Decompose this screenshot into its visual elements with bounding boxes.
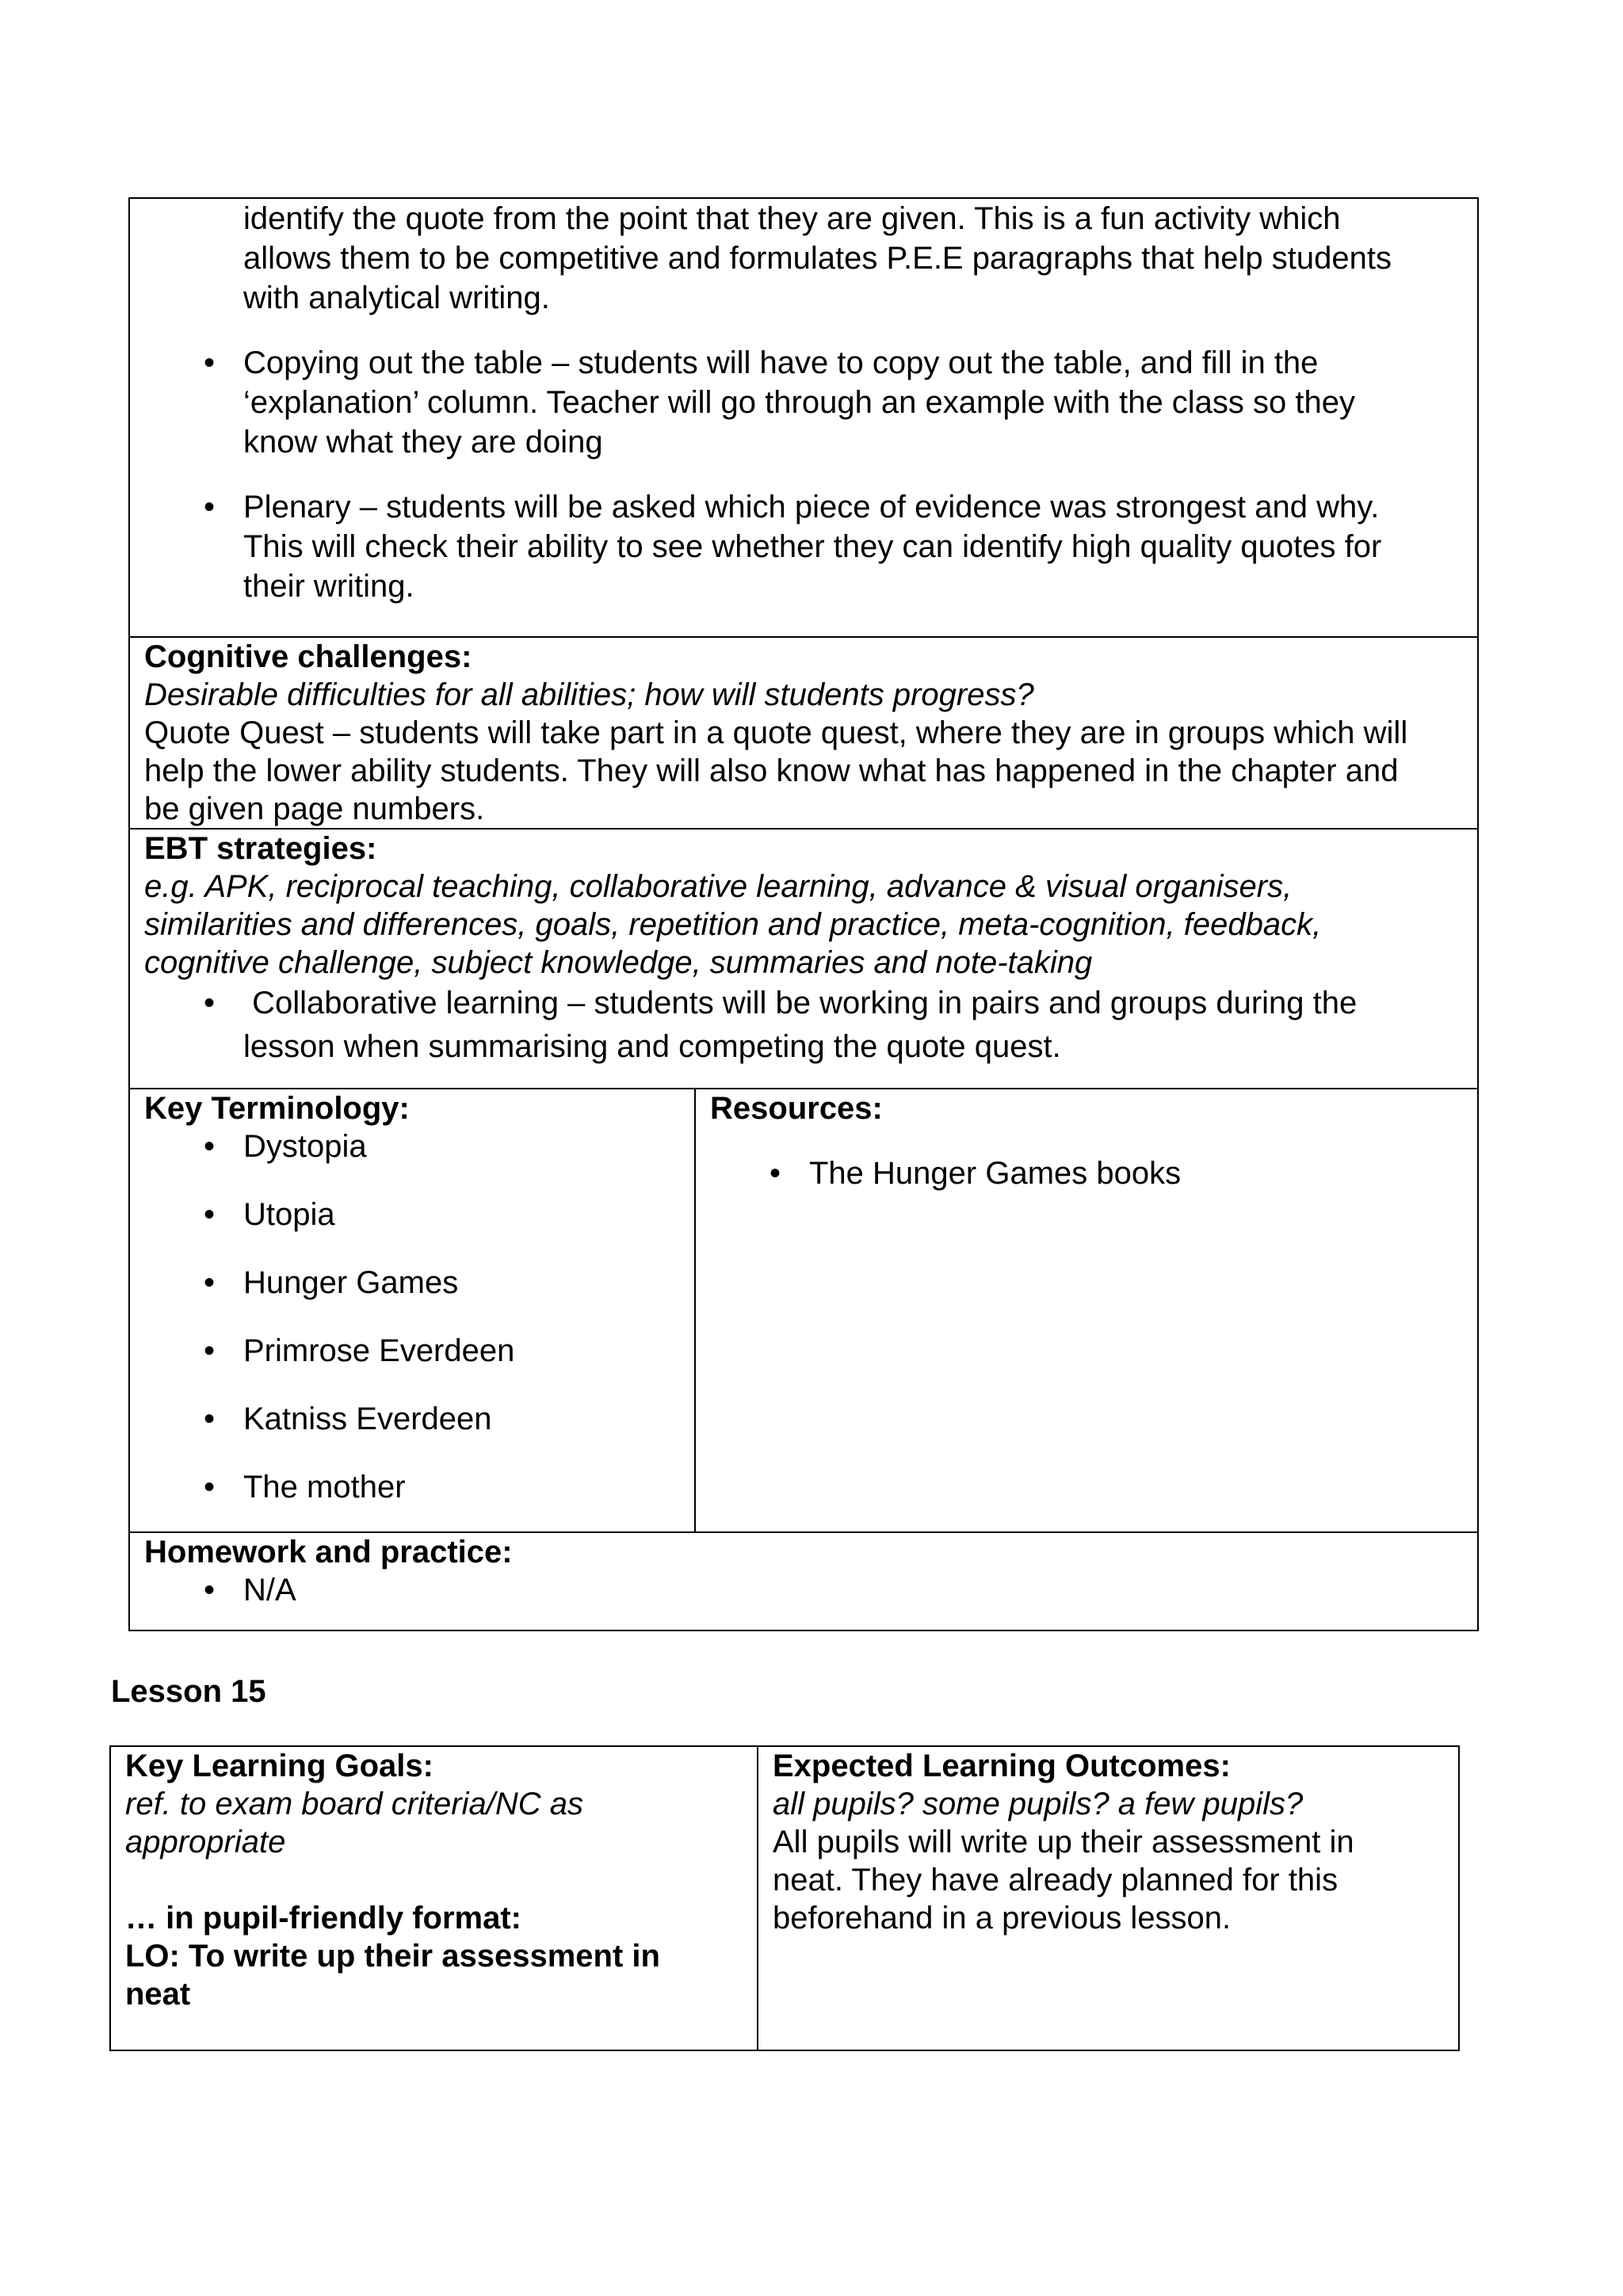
resources-heading: Resources: [710,1091,883,1126]
lesson-15-goals-table [109,1745,1460,2051]
expected-outcomes-text: All pupils will write up their assessment in neat. They have already planned for this beforehand in a previous lesson. [773,1825,1354,1936]
ebt-strategies-prompt: e.g. APK, reciprocal teaching, collaborative learning, advance & visual organisers, similarities and differences, goals, repetition and practice, meta-cognition, feedback, cognitive challenge, subject knowledge, summaries and note-taking [144,869,1322,980]
activities-row [129,198,1478,637]
lesson-15-heading: Lesson 15 [111,1674,266,1709]
resources-cell [695,1089,1478,1532]
resource-item: • The Hunger Games books [710,1154,1463,1192]
goals-outcomes-row [110,1746,1459,2050]
resources-list [710,1154,1463,1192]
continued-activity-text: identify the quote from the point that they are given. This is a fun activity which allows them to be competitive and formulates P.E.E paragraphs that help students with analytical writing. [243,201,1392,315]
term-item: • Primrose Everdeen [144,1332,680,1370]
ebt-strategies-heading: EBT strategies: [144,831,377,866]
key-terminology-list [144,1127,680,1506]
expected-outcomes-cell [758,1746,1459,2050]
ebt-strategies-row [129,829,1478,1089]
homework-item: • N/A [144,1571,1463,1609]
key-terminology-cell [129,1089,695,1532]
term-item: • Dystopia [144,1127,680,1165]
activity-list [144,343,1463,606]
key-terminology-heading: Key Terminology: [144,1091,410,1126]
homework-list [144,1571,1463,1609]
activity-item-plenary: • Plenary – students will be asked which piece of evidence was strongest and why. This will check their ability to see whether they can identify high quality quotes for their writing. [144,487,1463,606]
homework-row [129,1532,1478,1630]
ebt-strategy-list [144,982,1463,1069]
lesson-14-continuation-table [128,197,1479,1631]
cognitive-challenges-prompt: Desirable difficulties for all abilities; how will students progress? [144,677,1034,712]
expected-outcomes-prompt: all pupils? some pupils? a few pupils? [773,1787,1304,1821]
terminology-resources-row [129,1089,1478,1532]
expected-outcomes-heading: Expected Learning Outcomes: [773,1749,1231,1783]
cognitive-challenges-heading: Cognitive challenges: [144,639,472,674]
term-item: • Hunger Games [144,1264,680,1302]
key-learning-goals-prompt: ref. to exam board criteria/NC as appropriate [125,1787,583,1859]
term-item: • Utopia [144,1196,680,1234]
ebt-item-collaborative-learning: • Collaborative learning – students will be working in pairs and groups during the lesson when summarising and competing the quote quest. [144,982,1463,1069]
activity-item-copying-table: • Copying out the table – students will have to copy out the table, and fill in the ‘explanation’ column. Teacher will go through an example with the class so they know what they are doing [144,343,1463,462]
key-learning-goals-cell [110,1746,758,2050]
term-item: • Katniss Everdeen [144,1400,680,1438]
learning-objective: LO: To write up their assessment in neat [125,1939,660,2012]
homework-heading: Homework and practice: [144,1535,513,1569]
cognitive-challenges-text: Quote Quest – students will take part in a quote quest, where they are in groups which will help the lower ability students. They will also know what has happened in the chapter and be given page numbers. [144,715,1408,826]
key-learning-goals-heading: Key Learning Goals: [125,1749,433,1783]
pupil-friendly-heading: … in pupil-friendly format: [125,1901,521,1936]
cognitive-challenges-row [129,637,1478,829]
term-item: • The mother [144,1468,680,1506]
